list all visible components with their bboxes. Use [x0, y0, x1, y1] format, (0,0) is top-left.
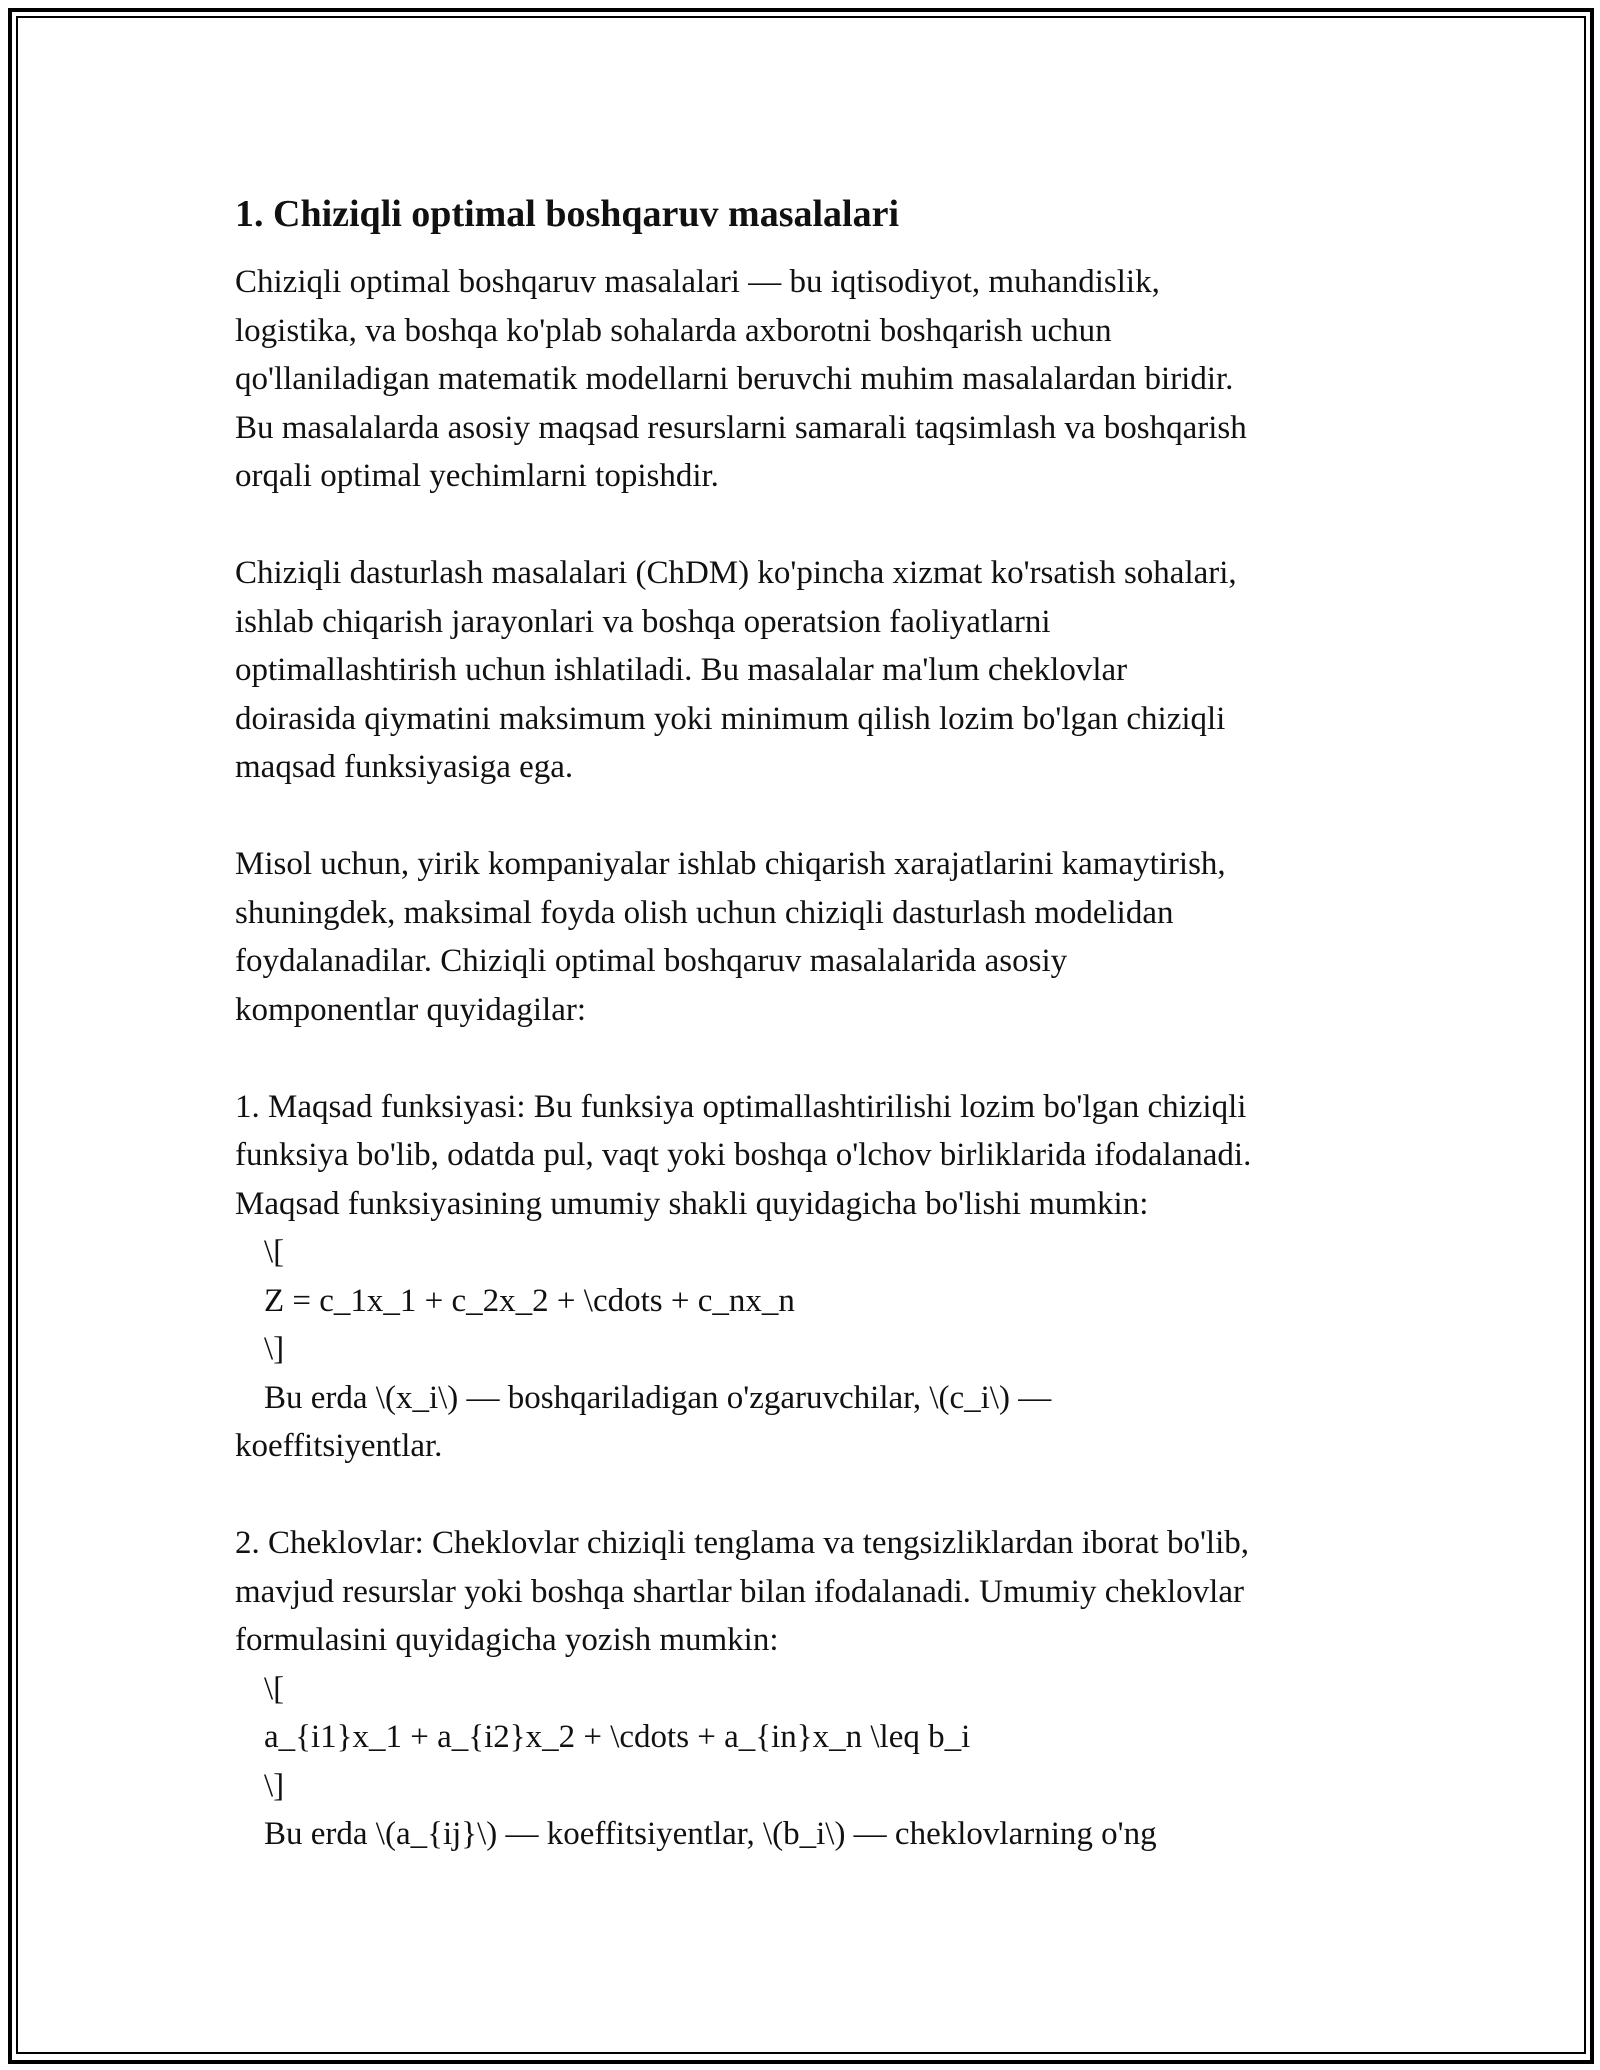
text-line: Bu erda \(a_{ij}\) — koeffitsiyentlar, \(b_i\) — cheklovlarning o'ng: [264, 1816, 1157, 1852]
paragraph-chdm: [235, 549, 1385, 792]
math-close-delimiter: \]: [264, 1767, 285, 1804]
math-open-delimiter: \[: [264, 1670, 285, 1707]
text-line: koeffitsiyentlar.: [235, 1428, 443, 1464]
text-line: funksiya bo'lib, odatda pul, vaqt yoki boshqa o'lchov birliklarida ifodalanadi.: [235, 1137, 1252, 1173]
text-line: Bu masalalarda asosiy maqsad resurslarni samarali taqsimlash va boshqarish: [235, 409, 1247, 446]
text-line: qo'llaniladigan matematik modellarni beruvchi muhim masalalardan biridir.: [235, 361, 1234, 397]
text-line: shuningdek, maksimal foyda olish uchun chiziqli dasturlash modelidan: [235, 894, 1174, 931]
text-line: Bu erda \(x_i\) — boshqariladigan o'zgaruvchilar, \(c_i\) —: [264, 1379, 1052, 1416]
paragraph-example: [235, 840, 1385, 1034]
text-line: doirasida qiymatini maksimum yoki minimum qilish lozim bo'lgan chiziqli: [235, 700, 1226, 737]
formula-objective: Z = c_1x_1 + c_2x_2 + \cdots + c_nx_n: [264, 1282, 795, 1319]
text-line: mavjud resurslar yoki boshqa shartlar bilan ifodalanadi. Umumiy cheklovlar: [235, 1573, 1244, 1610]
text-line: maqsad funksiyasiga ega.: [235, 749, 574, 785]
text-line: foydalanadilar. Chiziqli optimal boshqaruv masalalarida asosiy: [235, 943, 1068, 979]
section-heading: 1. Chiziqli optimal boshqaruv masalalari: [235, 193, 900, 235]
text-line: 2. Cheklovlar: Cheklovlar chiziqli tenglama va tengsizliklardan iborat bo'lib,: [235, 1525, 1250, 1561]
text-line: 1. Maqsad funksiyasi: Bu funksiya optimallashtirilishi lozim bo'lgan chiziqli: [235, 1088, 1247, 1125]
text-line: komponentlar quyidagilar:: [235, 991, 586, 1028]
text-line: logistika, va boshqa ko'plab sohalarda axborotni boshqarish uchun: [235, 312, 1112, 349]
text-line: Maqsad funksiyasining umumiy shakli quyidagicha bo'lishi mumkin:: [235, 1185, 1149, 1222]
list-item-objective-function: [235, 1083, 1385, 1471]
text-line: Misol uchun, yirik kompaniyalar ishlab chiqarish xarajatlarini kamaytirish,: [235, 846, 1226, 882]
formula-constraint: a_{i1}x_1 + a_{i2}x_2 + \cdots + a_{in}x_n \leq b_i: [264, 1719, 971, 1755]
document-body: [235, 190, 1385, 1907]
text-line: Chiziqli optimal boshqaruv masalalari — bu iqtisodiyot, muhandislik,: [235, 264, 1160, 300]
list-item-constraints: [235, 1519, 1385, 1859]
text-line: ishlab chiqarish jarayonlari va boshqa operatsion faoliyatlarni: [235, 603, 1051, 640]
text-line: optimallashtirish uchun ishlatiladi. Bu masalalar ma'lum cheklovlar: [235, 652, 1128, 688]
math-open-delimiter: \[: [264, 1234, 285, 1270]
text-line: orqali optimal yechimlarni topishdir.: [235, 458, 719, 494]
text-line: Chiziqli dasturlash masalalari (ChDM) ko'pincha xizmat ko'rsatish sohalari,: [235, 555, 1237, 591]
text-line: formulasini quyidagicha yozish mumkin:: [235, 1622, 779, 1658]
paragraph-intro: [235, 258, 1385, 501]
math-close-delimiter: \]: [264, 1331, 285, 1367]
